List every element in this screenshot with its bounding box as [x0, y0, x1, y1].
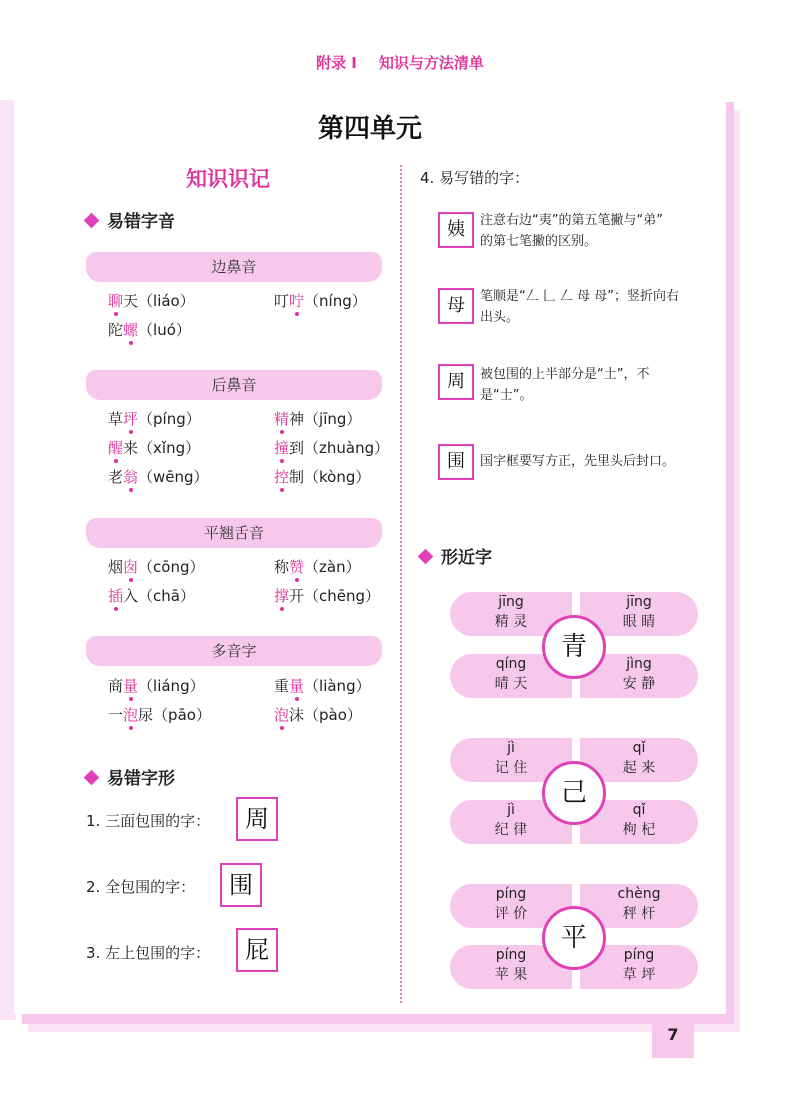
group-band-pingqiao: 平翘舌音: [86, 518, 382, 548]
form-heading: 易错字形: [86, 764, 175, 789]
pron-item: 陀螺（luó）: [108, 321, 191, 339]
pron-item: 撑开（chēng）: [274, 587, 381, 605]
miswrite-char: 周: [438, 364, 474, 400]
center-char-circle: 平: [542, 906, 606, 970]
pron-item: 一泡尿（pāo）: [108, 706, 211, 724]
word-pill: chèng 秤 杆: [580, 884, 698, 928]
word-pill: jì 记 住: [450, 738, 572, 782]
pron-item: 老翁（wēng）: [108, 468, 209, 486]
miswrite-note: 笔顺是“𠃋 𠃊 𠃋 母 母”；竖折向右 出头。: [480, 289, 679, 325]
form-char-box: 屁: [236, 928, 278, 972]
diamond-icon: [84, 770, 100, 786]
pron-item: 聊天（liáo）: [108, 292, 195, 310]
pron-item: 叮咛（níng）: [274, 292, 367, 310]
word-pill: jì 纪 律: [450, 800, 572, 844]
word-pill: qǐ 起 来: [580, 738, 698, 782]
header-label: 附录 I: [316, 54, 357, 72]
word-pill: píng 草 坪: [580, 945, 698, 989]
word-pill: píng 苹 果: [450, 945, 572, 989]
center-char-circle: 己: [542, 761, 606, 825]
form-label: 3. 左上包围的字：: [86, 944, 211, 962]
section-title: 知识识记: [186, 166, 270, 191]
miswrite-char: 围: [438, 444, 474, 480]
pron-item: 称赞（zàn）: [274, 558, 361, 576]
similar-heading: 形近字: [420, 543, 492, 568]
pron-item: 重量（liàng）: [274, 677, 371, 695]
pron-item: 插入（chā）: [108, 587, 195, 605]
miswrite-note: 国字框要写方正，先里头后封口。: [480, 454, 676, 469]
center-char-circle: 青: [542, 615, 606, 679]
word-pill: jīng 精 灵: [450, 592, 572, 636]
running-header: [0, 52, 800, 73]
pron-item: 控制（kòng）: [274, 468, 371, 486]
miswrite-note: 被包围的上半部分是“土”，不 是“士”。: [480, 367, 650, 403]
pron-item: 撞到（zhuàng）: [274, 439, 390, 457]
word-pill: píng 评 价: [450, 884, 572, 928]
form-label: 1. 三面包围的字：: [86, 812, 211, 830]
pron-item: 醒来（xǐng）: [108, 439, 201, 457]
form-label: 2. 全包围的字：: [86, 878, 196, 896]
word-pill: jìng 安 静: [580, 654, 698, 698]
pron-item: 烟囱（cōng）: [108, 558, 205, 576]
group-band-biannao: 边鼻音: [86, 252, 382, 282]
miswrite-note: 注意右边“夷”的第五笔撇与“弟” 的第七笔撇的区别。: [480, 213, 663, 249]
pron-item: 泡沫（pào）: [274, 706, 362, 724]
word-pill: qǐ 枸 杞: [580, 800, 698, 844]
miswrite-char: 母: [438, 288, 474, 324]
pron-heading: 易错字音: [86, 207, 175, 232]
form-char-box: 周: [236, 797, 278, 841]
pron-item: 精神（jīng）: [274, 410, 362, 428]
form-char-box: 围: [220, 863, 262, 907]
group-band-duoyin: 多音字: [86, 636, 382, 666]
header-title: 知识与方法清单: [378, 54, 484, 72]
word-pill: jīng 眼 睛: [580, 592, 698, 636]
column-divider: [400, 165, 402, 1003]
group-band-houbi: 后鼻音: [86, 370, 382, 400]
pron-item: 商量（liáng）: [108, 677, 205, 695]
unit-title: 第四单元: [317, 114, 422, 144]
miswrite-heading: 4. 易写错的字：: [420, 169, 530, 187]
page-number: 7: [652, 1018, 694, 1058]
miswrite-char: 姨: [438, 212, 474, 248]
pron-item: 草坪（píng）: [108, 410, 201, 428]
diamond-icon: [84, 213, 100, 229]
word-pill: qíng 晴 天: [450, 654, 572, 698]
diamond-icon: [418, 549, 434, 565]
